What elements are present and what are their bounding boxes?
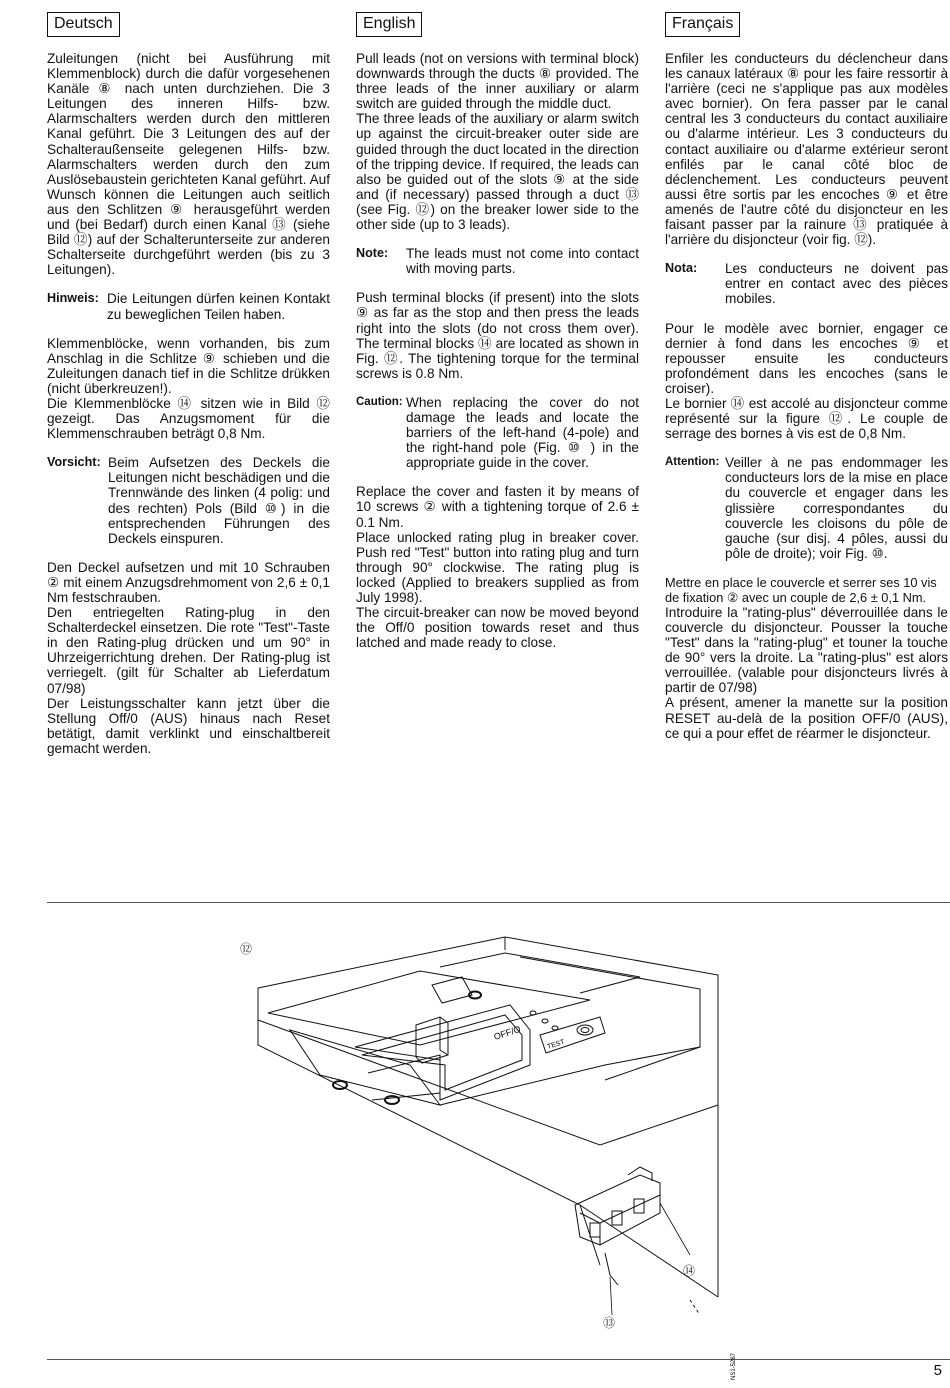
fr-paragraph-terminal-position: Le bornier ⑭ est accolé au disjoncteur comme représenté sur la figure ⑫. Le couple de serrage des bornes à vis est de 0,8 Nm. xyxy=(665,395,948,442)
column-deutsch xyxy=(47,12,330,770)
fr-caution xyxy=(665,455,948,561)
fr-note-key: Nota: xyxy=(665,261,698,276)
fr-caution-text: Veiller à ne pas endommager les conducteurs lors de la mise en place du couvercle et engager dans les glissière correspondantes du couvercle les cloisons du pôle de gauche (sur disj. 4 pôles, aussi du pôle de droite); voir Fig. ⑩. xyxy=(725,455,948,561)
fr-paragraph-rating-plug: Introduire la "rating-plus" déverrouillée dans le couvercle du disjoncteur. Pousser la touche "Test" dans la "rating-plug" et touner la touche de 90° vers la droite. La "rating-plus" est alors verrouillée. (valable pour disjoncteurs livrés à partir de 07/98) xyxy=(665,604,948,696)
figure-breaker-drawing xyxy=(0,905,950,1380)
figure-label-test: TEST xyxy=(546,1038,566,1051)
figure-drawing-code: NS1-5267 xyxy=(731,1352,737,1380)
de-note-key: Hinweis: xyxy=(47,291,99,306)
figure-label-off: OFF/O xyxy=(492,1023,522,1042)
fr-note-text: Les conducteurs ne doivent pas entrer en contact avec des pièces mobiles. xyxy=(725,261,948,307)
de-paragraph-leads: Zuleitungen (nicht bei Ausführung mit Klemmenblock) durch die dafür vorgesehenen Kanäle ⑧ nach unten durchziehen. Die 3 Leitungen des inneren Hilfs- bzw. Alarmschalters werden durch den mittleren Kanal geführt. Die 3 Leitungen des auf der Schalteraußenseite gelegenen Hilfs- bzw. Alarmschalters werden durch den zum Auslösebaustein gerichteten Kanal geführt. Auf Wunsch können die Leitungen auch seitlich aus den Schlitzen ⑨ herausgeführt werden und (bei Bedarf) durch einen Kanal ⑬ (siehe Bild ⑫) auf der Schalterunterseite zur anderen Schalterseite durchgeführt werden (bis zu 3 Leitungen). xyxy=(47,51,330,278)
en-caution xyxy=(356,395,639,470)
en-note xyxy=(356,246,639,276)
de-paragraph-reset: Der Leistungsschalter kann jetzt über die Stellung Off/0 (AUS) hinaus nach Reset betätigt, damit verklinkt und einschaltbereit gemacht werden. xyxy=(47,695,330,756)
fr-paragraph-cover: Mettre en place le couvercle et serrer ses 10 vis de fixation ② avec un couple de 2,6 ± 0,1 Nm. xyxy=(665,574,937,605)
en-paragraph-cover: Replace the cover and fasten it by means of 10 screws ② with a tightening torque of 2.6 ± 0.1 Nm. xyxy=(356,484,639,530)
en-paragraph-outer-leads: The three leads of the auxiliary or alarm switch up against the circuit-breaker outer side are guided through the duct located in the direction of the tripping device. If required, the leads can also be guided out of the slots ⑨ at the side and (if necessary) passed through a duct ⑬ (see Fig. ⑫) on the breaker lower side to the other side (up to 3 leads). xyxy=(356,111,639,233)
de-paragraph-terminal-position: Die Klemmenblöcke ⑭ sitzen wie in Bild ⑫ gezeigt. Das Anzugsmoment für die Klemmenschrauben beträgt 0,8 Nm. xyxy=(47,395,330,442)
fr-paragraph-terminal-blocks: Pour le modèle avec bornier, engager ce dernier à fond dans les encoches ⑨ et repousser ensuite les conducteurs profondément dans les encoches (sans le croiser). xyxy=(665,320,948,396)
en-note-key: Note: xyxy=(356,246,389,261)
en-paragraph-rating-plug: Place unlocked rating plug in breaker cover. Push red "Test" button into rating plug and turn through 90° clockwise. The rating plug is locked (Applied to breakers supplied as from July 1998). xyxy=(356,529,639,605)
language-label-francais: Français xyxy=(665,12,740,37)
en-caution-text: When replacing the cover do not damage the leads and locate the barriers of the left-hand (4-pole) and the right-hand pole (Fig. ⑩ ) in the appropriate guide in the cover. xyxy=(406,394,639,471)
de-paragraph-cover: Den Deckel aufsetzen und mit 10 Schrauben ② mit einem Anzugsdrehmoment von 2,6 ± 0,1 Nm festschrauben. xyxy=(47,559,330,605)
en-caution-key: Caution: xyxy=(356,395,403,408)
column-francais xyxy=(665,12,948,755)
column-english xyxy=(356,12,639,664)
de-paragraph-rating-plug: Den entriegelten Rating-plug in den Schalterdeckel einsetzen. Die rote "Test"-Taste in den Rating-plug drücken und um 90° in Uhrzeigerrichtung drehen. Der Rating-plug ist verriegelt. (gilt für Schalter ab Lieferdatum 07/98) xyxy=(47,605,330,696)
footer-rule xyxy=(47,1359,950,1360)
de-note-text: Die Leitungen dürfen keinen Kontakt zu beweglichen Teilen haben. xyxy=(107,291,330,322)
en-paragraph-terminal-blocks: Push terminal blocks (if present) into the slots ⑨ as far as the stop and then press the leads right into the slots (do not cross them over). The terminal blocks ⑭ are located as shown in Fig. ⑫. The tightening torque for the terminal screws is 0.8 Nm. xyxy=(356,290,639,381)
de-caution xyxy=(47,455,330,546)
language-label-english: English xyxy=(356,12,422,37)
fr-caution-key: Attention: xyxy=(665,456,720,469)
figure-top-rule xyxy=(47,902,950,903)
en-note-text: The leads must not come into contact with moving parts. xyxy=(406,246,639,277)
en-paragraph-reset: The circuit-breaker can now be moved beyond the Off/0 position towards reset and thus latched and made ready to close. xyxy=(356,605,639,651)
de-note xyxy=(47,291,330,321)
fr-paragraph-reset: A présent, amener la manette sur la position RESET au-delà de la position OFF/0 (AUS), ce qui a pour effet de réarmer le disjoncteur. xyxy=(665,695,948,741)
figure-number: ⑫ xyxy=(240,942,253,956)
language-label-deutsch: Deutsch xyxy=(47,12,120,37)
fr-paragraph-leads: Enfiler les conducteurs du déclencheur dans les canaux latéraux ⑧ pour les faire ressortir à l'arrière (ceci ne s'applique pas aux modèles avec bornier). On fera passer par le canal central les 3 conducteurs du contact auxiliaire ou d'alarme intérieur. Les 3 conducteurs du contact auxiliaire ou d'alarme extérieur seront enfilés par le canal côté bloc de déclenchement. Les conducteurs peuvent aussi être sortis par les encoches ⑨ et être amenés de l'autre côté du disjoncteur en les faisant passer par la rainure ⑬ pratiquée à l'arrière du disjoncteur (voir fig. ⑫). xyxy=(665,51,948,248)
page-number: 5 xyxy=(933,1362,942,1379)
en-paragraph-leads: Pull leads (not on versions with terminal block) downwards through the ducts ⑧ provided. The three leads of the inner auxiliary or alarm switch are guided through the middle duct. xyxy=(356,51,639,112)
de-paragraph-terminal-blocks: Klemmenblöcke, wenn vorhanden, bis zum Anschlag in die Schlitze ⑨ schieben und die Zuleitungen danach tief in die Schlitze drükken (nicht überkreuzen!). xyxy=(47,335,330,396)
de-caution-text: Beim Aufsetzen des Deckels die Leitungen nicht beschädigen und die Trennwände des linken (4 polig: und des rechten) Pols (Bild ⑩) in die entsprechenden Führungen des Deckels einspuren. xyxy=(108,455,330,546)
de-caution-key: Vorsicht: xyxy=(47,455,101,470)
callout-terminal-block: ⑭ xyxy=(683,1264,696,1278)
fr-note xyxy=(665,261,948,306)
callout-duct: ⑬ xyxy=(603,1316,616,1330)
